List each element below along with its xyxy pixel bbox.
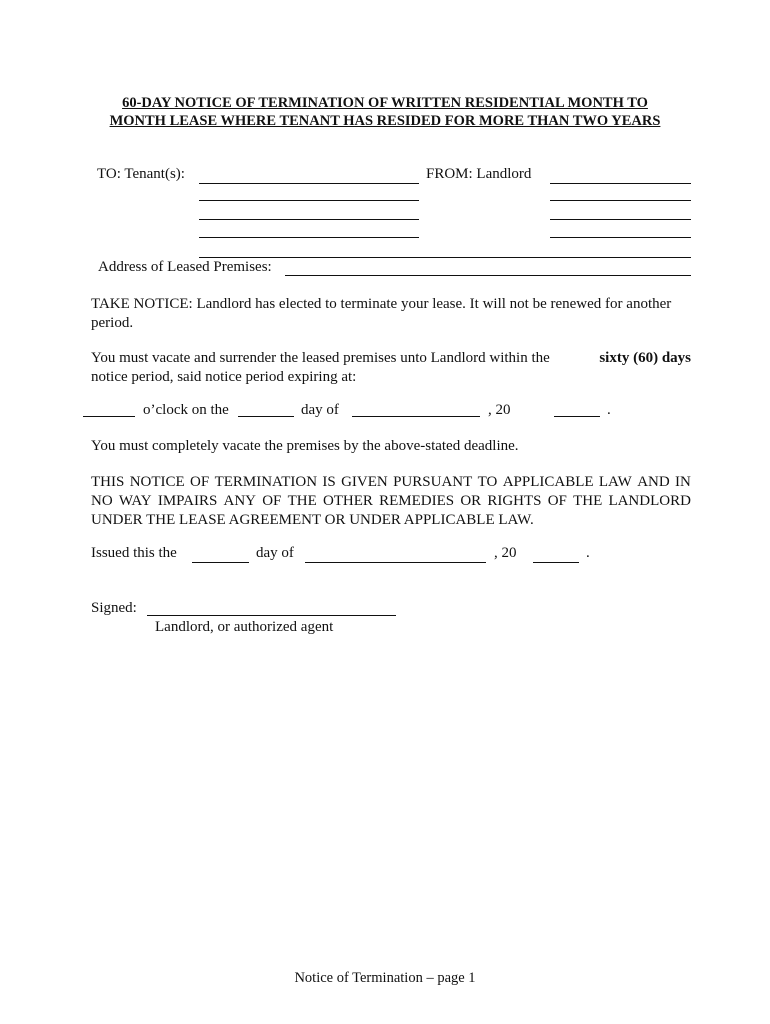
expiry-period: . — [607, 402, 611, 418]
legal-word: TERMINATION — [214, 474, 318, 490]
legal-word: AND — [637, 474, 670, 490]
legal-word: REMEDIES — [379, 493, 455, 509]
landlord-name-field-4[interactable] — [550, 237, 691, 238]
expiry-hour-field[interactable] — [83, 416, 135, 417]
legal-word: IS — [322, 474, 336, 490]
expiry-day-of-text: day of — [301, 402, 339, 418]
vacate-text: You must vacate and surrender the leased premises unto Landlord within the — [91, 350, 550, 366]
legal-word: WAY — [118, 493, 152, 509]
tenant-name-field-1[interactable] — [199, 183, 419, 184]
legal-word: APPLICABLE — [502, 474, 594, 490]
take-notice-line-1: TAKE NOTICE: Landlord has elected to terminate your lease. It will not be renewed for another — [91, 296, 672, 312]
legal-word: IMPAIRS — [157, 493, 218, 509]
legal-word: LANDLORD — [608, 493, 691, 509]
title-line-1: 60-DAY NOTICE OF TERMINATION OF WRITTEN RESIDENTIAL MONTH TO — [122, 95, 648, 111]
issued-year-prefix: , 20 — [494, 545, 517, 561]
legal-paragraph — [91, 473, 691, 530]
expiry-day-field[interactable] — [238, 416, 294, 417]
legal-word: LAW — [598, 474, 632, 490]
address-extra-line[interactable] — [199, 257, 691, 258]
tenant-name-field-2[interactable] — [199, 200, 419, 201]
page-footer: Notice of Termination – page 1 — [294, 970, 476, 986]
issued-day-field[interactable] — [192, 562, 249, 563]
legal-word: TO — [477, 474, 498, 490]
expiry-month-field[interactable] — [352, 416, 480, 417]
tenant-name-field-4[interactable] — [199, 237, 419, 238]
take-notice-line-2: period. — [91, 315, 134, 331]
legal-word: OF — [547, 493, 567, 509]
expiry-year-prefix: , 20 — [488, 402, 511, 418]
vacate-paragraph — [91, 349, 691, 387]
signature-caption: Landlord, or authorized agent — [155, 619, 334, 635]
landlord-name-field-3[interactable] — [550, 219, 691, 220]
signature-field[interactable] — [147, 615, 396, 616]
vacate-line-2: notice period, said notice period expiring at: — [91, 369, 357, 385]
legal-word: THE — [573, 493, 603, 509]
landlord-name-field-1[interactable] — [550, 183, 691, 184]
legal-line-1-wrap — [91, 473, 691, 492]
legal-word: OF — [190, 474, 210, 490]
legal-word: ANY — [223, 493, 257, 509]
deadline-sentence: You must completely vacate the premises by the above-stated deadline. — [91, 438, 519, 454]
to-tenants-label: TO: Tenant(s): — [97, 166, 185, 182]
issued-label: Issued this the — [91, 545, 177, 561]
sixty-days-bold: sixty (60) days — [599, 350, 691, 366]
landlord-name-field-2[interactable] — [550, 200, 691, 201]
issued-period: . — [586, 545, 590, 561]
from-landlord-label: FROM: Landlord — [426, 166, 532, 182]
expiry-year-field[interactable] — [554, 416, 600, 417]
legal-word: NOTICE — [129, 474, 185, 490]
issued-month-field[interactable] — [305, 562, 486, 563]
legal-word: THIS — [91, 474, 125, 490]
legal-line-3: UNDER THE LEASE AGREEMENT OR UNDER APPLICABLE LAW. — [91, 512, 534, 528]
legal-word: OR — [460, 493, 482, 509]
legal-word: RIGHTS — [487, 493, 542, 509]
legal-word: IN — [675, 474, 691, 490]
address-field[interactable] — [285, 275, 691, 276]
legal-word: OTHER — [322, 493, 373, 509]
document-title — [60, 94, 710, 130]
issued-day-of-text: day of — [256, 545, 294, 561]
signed-label: Signed: — [91, 600, 137, 616]
legal-word: GIVEN — [341, 474, 388, 490]
take-notice-paragraph — [91, 295, 691, 333]
legal-word: PURSUANT — [393, 474, 473, 490]
address-label: Address of Leased Premises: — [98, 259, 272, 275]
legal-word: OF — [262, 493, 282, 509]
legal-line-2-wrap — [91, 492, 691, 511]
vacate-line-1 — [91, 349, 691, 368]
issued-year-field[interactable] — [533, 562, 579, 563]
title-line-2: MONTH LEASE WHERE TENANT HAS RESIDED FOR MORE THAN TWO YEARS — [109, 113, 661, 129]
tenant-name-field-3[interactable] — [199, 219, 419, 220]
oclock-text: o’clock on the — [143, 402, 229, 418]
legal-word: NO — [91, 493, 113, 509]
legal-word: THE — [287, 493, 317, 509]
